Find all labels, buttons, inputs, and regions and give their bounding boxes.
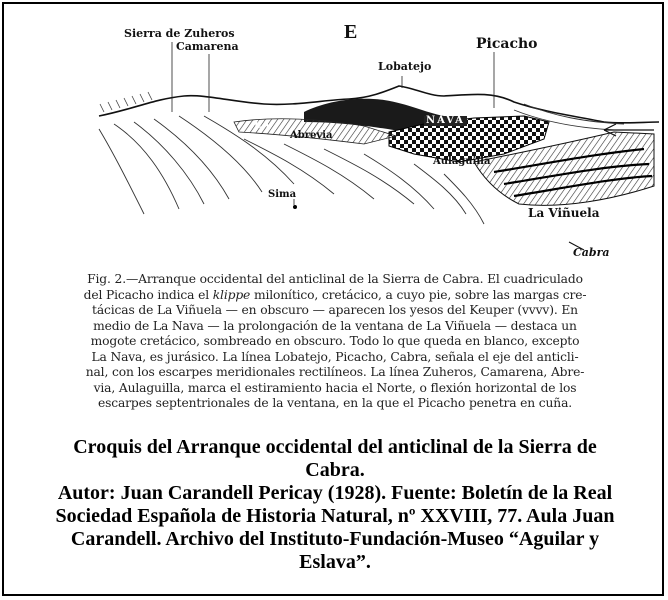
label-sima: Sima xyxy=(268,189,297,200)
label-abrevia: Abrevia xyxy=(290,130,333,141)
label-la-vinuela: La Viñuela xyxy=(528,206,600,220)
label-picacho: Picacho xyxy=(476,36,538,52)
sima-marker xyxy=(293,205,297,209)
fig-caption-line: Fig. 2.—Arranque occidental del anticlinal de la Sierra de Cabra. El cuadriculado xyxy=(87,272,583,286)
label-nava: NAVA xyxy=(426,115,465,126)
main-caption-line: Eslava”. xyxy=(299,551,371,573)
fig-caption-line: nal, con los escarpes meridionales rectilíneos. La línea Zuheros, Camarena, Abre- xyxy=(85,365,585,379)
label-cabra: Cabra xyxy=(573,246,610,259)
main-caption-line: Sociedad Española de Historia Natural, nº XXVIII, 77. Aula Juan xyxy=(55,505,615,527)
fig-caption-line: mogote cretácico, sombreado en obscuro. Todo lo que queda en blanco, excepto xyxy=(90,334,580,348)
main-caption xyxy=(14,436,656,574)
fig-caption-line: del Picacho indica el klippe milonítico, cretácico, a cuyo pie, sobre las margas cre- xyxy=(83,287,587,302)
main-caption-line: Carandell. Archivo del Instituto-Fundación-Museo “Aguilar y xyxy=(70,528,600,550)
label-la: LA xyxy=(254,120,271,131)
compass-east: E xyxy=(344,21,358,43)
fig-caption-line: medio de La Nava — la prolongación de la ventana de La Viñuela — destaca un xyxy=(93,318,577,333)
main-caption-line: Autor: Juan Carandell Pericay (1928). Fuente: Boletín de la Real xyxy=(57,482,613,504)
main-caption-line: Croquis del Arranque occidental del anticlinal de la Sierra de xyxy=(73,436,597,458)
label-sierra-de-zuheros: Sierra de Zuheros xyxy=(124,27,235,40)
sketch-drawing xyxy=(4,4,666,272)
label-lobatejo: Lobatejo xyxy=(378,60,432,73)
figure-caption xyxy=(18,272,652,412)
geological-sketch xyxy=(4,4,666,272)
fig-caption-line: La Nava, es jurásico. La línea Lobatejo, Picacho, Cabra, señala el eje del anticli- xyxy=(91,349,579,364)
main-caption-line: Cabra. xyxy=(305,459,365,481)
label-camarena: Camarena xyxy=(176,40,239,53)
label-aulaguilla: Aulaguilla xyxy=(433,156,491,167)
fig-caption-line: tácicas de La Viñuela — en obscuro — aparecen los yesos del Keuper (vvvv). En xyxy=(92,303,578,317)
fig-caption-line: escarpes septentrionales de la ventana, en la que el Picacho penetra en cuña. xyxy=(97,396,573,410)
document-frame xyxy=(2,2,664,596)
fig-caption-line: via, Aulaguilla, marca el estiramiento hacia el Norte, o flexión horizontal de los xyxy=(93,380,577,395)
